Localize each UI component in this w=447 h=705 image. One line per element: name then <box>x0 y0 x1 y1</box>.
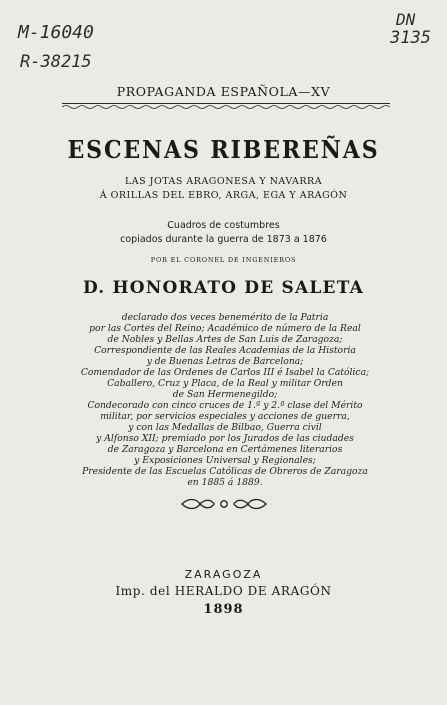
imprint-year: 1898 <box>203 602 244 617</box>
bio-line: y de Buenas Letras de Barcelona; <box>146 356 304 367</box>
bio-line: de Zaragoza y Barcelona en Certámenes literarios <box>107 444 343 455</box>
author-name: D. HONORATO DE SALETA <box>82 278 365 298</box>
bio-line: militar, por servicios especiales y acciones de guerra, <box>100 411 350 422</box>
ornamental-wavy-rule <box>62 104 390 110</box>
series-title: PROPAGANDA ESPAÑOLA—XV <box>116 84 331 99</box>
description-line-1: Cuadros de costumbres <box>167 220 280 231</box>
bio-line: y Alfonso XII; premiado por los Jurados de las ciudades <box>96 433 354 444</box>
bio-line: de Nobles y Bellas Artes de San Luis de Zaragoza; <box>107 334 343 345</box>
bio-line: en 1885 á 1889. <box>187 477 263 488</box>
bio-line: Caballero, Cruz y Placa, de la Real y militar Orden <box>107 378 343 389</box>
bio-line: de San Hermenegildo; <box>172 389 278 400</box>
ornament-divider <box>178 496 270 512</box>
author-biography <box>40 312 410 488</box>
catalog-mark-bottom-right: 3135 <box>390 28 431 48</box>
bio-line: y Exposiciones Universal y Regionales; <box>134 455 316 466</box>
main-title: ESCENAS RIBEREÑAS <box>67 135 380 164</box>
bio-line: Presidente de las Escuelas Católicas de Obreros de Zaragoza <box>82 466 368 477</box>
bio-line: Correspondiente de las Reales Academias de la Historia <box>94 345 356 356</box>
bio-line: y con las Medallas de Bilbao, Guerra civil <box>128 422 322 433</box>
catalog-mark-bottom-left: R-38215 <box>20 52 92 72</box>
bio-line: declarado dos veces benemérito de la Patria <box>121 312 329 323</box>
author-intro: POR EL CORONEL DE INGENIEROS <box>150 256 297 264</box>
bio-line: Condecorado con cinco cruces de 1.ª y 2.ª clase del Mérito <box>87 400 363 411</box>
catalog-mark-top-right: DN <box>396 10 416 29</box>
subtitle-line-1: LAS JOTAS ARAGONESA Y NAVARRA <box>124 176 323 187</box>
description-line-2: copiados durante la guerra de 1873 a 1876 <box>120 234 327 245</box>
bio-line: por las Cortes del Reino; Académico de número de la Real <box>89 323 361 334</box>
imprint-city: ZARAGOZA <box>184 568 263 581</box>
bio-line: Comendador de las Ordenes de Carlos III é Isabel la Católica; <box>80 367 370 378</box>
imprint-printer: Imp. del HERALDO DE ARAGÓN <box>115 584 332 598</box>
catalog-mark-top-left: M-16040 <box>18 22 94 43</box>
subtitle-line-2: Á ORILLAS DEL EBRO, ARGA, EGA Y ARAGÓN <box>99 190 348 201</box>
